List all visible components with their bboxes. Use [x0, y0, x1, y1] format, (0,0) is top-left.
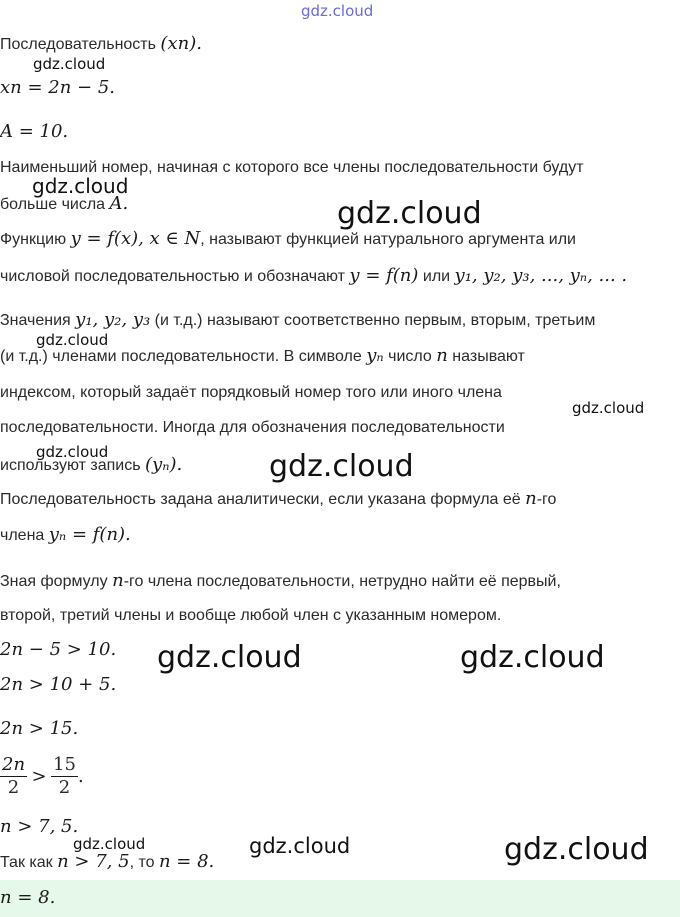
watermark: gdz.cloud: [460, 640, 605, 675]
watermark: gdz.cloud: [504, 832, 649, 867]
analytic-line-2: [0, 525, 131, 546]
knowing-text: -го члена последовательности, нетрудно найти её первый,: [123, 573, 561, 590]
fraction-right: [51, 754, 78, 799]
definition-math: y₁, y₂, y₃, ..., yₙ, ... .: [454, 265, 628, 286]
watermark: gdz.cloud: [337, 196, 482, 231]
definition-text: или: [422, 268, 451, 285]
definition-line-2: [0, 266, 627, 287]
inequality-3: 2n > 15.: [0, 718, 79, 739]
watermark: gdz.cloud: [249, 834, 351, 858]
values-text: (и т.д.) называют соответственно первым, вторым, третьим: [154, 312, 596, 329]
conclusion-text: Так как: [0, 854, 53, 871]
fraction-left-denominator: 2: [7, 777, 20, 798]
fraction-left-numerator: 2n: [2, 754, 26, 775]
definition-math: y = f(x), x ∈ N: [70, 228, 201, 249]
conclusion-math: n > 7, 5: [57, 851, 130, 872]
knowing-text: Зная формулу: [0, 573, 108, 590]
conclusion-text: , то: [129, 854, 155, 871]
watermark: gdz.cloud: [73, 835, 146, 853]
definition-text: числовой последовательностью и обозначают: [0, 268, 345, 285]
values-line-5: [0, 455, 182, 476]
task-line-1: Наименьший номер, начиная с которого все члены последовательности будут: [0, 159, 584, 176]
conclusion-line: [0, 852, 214, 873]
task-line-2: [0, 194, 128, 215]
values-line-4: последовательности. Иногда для обозначения последовательности: [0, 419, 505, 436]
fraction-end: .: [77, 766, 84, 787]
values-text: Значения: [0, 312, 71, 329]
values-line-2: [0, 346, 525, 367]
inequality-2: 2n > 10 + 5.: [0, 674, 117, 695]
sequence-label: Последовательность: [0, 36, 156, 53]
fraction-inequality: [0, 754, 84, 799]
fraction-right-numerator: 15: [53, 754, 76, 775]
values-text: (и т.д.) членами последовательности. В символе: [0, 348, 362, 365]
definition-text: , называют функцией натурального аргумента или: [200, 231, 576, 248]
analytic-math: yₙ = f(n).: [48, 524, 131, 545]
knowing-line-1: [0, 571, 561, 592]
knowing-math: n: [112, 570, 124, 591]
inequality-1: 2n − 5 > 10.: [0, 639, 117, 660]
values-text: называют: [452, 348, 525, 365]
watermark: gdz.cloud: [33, 55, 106, 73]
values-math: n: [436, 345, 448, 366]
knowing-line-2: второй, третий члены и вообще любой член с указанным номером.: [0, 607, 502, 624]
answer-value: n = 8.: [0, 887, 56, 908]
watermark: gdz.cloud: [36, 331, 109, 349]
fraction-right-denominator: 2: [58, 777, 71, 798]
definition-line-1: [0, 229, 576, 250]
values-math: y₁, y₂, y₃: [75, 309, 151, 330]
analytic-math: n: [525, 488, 537, 509]
values-line-3: индексом, который задаёт порядковый номер того или иного члена: [0, 384, 502, 401]
watermark-top: gdz.cloud: [301, 2, 374, 20]
inequality-5: n > 7, 5.: [0, 816, 79, 837]
watermark: gdz.cloud: [157, 640, 302, 675]
values-line-1: [0, 310, 595, 331]
analytic-text: -го: [536, 491, 557, 508]
values-math: (yₙ).: [145, 454, 183, 475]
watermark: gdz.cloud: [269, 449, 414, 484]
watermark: gdz.cloud: [36, 443, 109, 461]
analytic-text: члена: [0, 527, 45, 544]
watermark: gdz.cloud: [572, 399, 645, 417]
sequence-math: (xn).: [160, 33, 202, 54]
definition-text: Функцию: [0, 231, 67, 248]
answer-box: [0, 880, 680, 917]
a-value-line: A = 10.: [0, 121, 69, 142]
values-text: используют запись: [0, 457, 141, 474]
task-math: A.: [109, 193, 129, 214]
task-text: больше числа: [0, 196, 106, 213]
conclusion-math: n = 8.: [158, 851, 215, 872]
values-text: число: [388, 348, 432, 365]
fraction-left: [0, 754, 27, 799]
fraction-operator: >: [31, 766, 47, 787]
analytic-line-1: [0, 489, 556, 510]
definition-math: y = f(n): [349, 265, 419, 286]
formula-line: xn = 2n − 5.: [0, 77, 116, 98]
values-math: yₙ: [366, 345, 384, 366]
sequence-statement: [0, 34, 202, 55]
analytic-text: Последовательность задана аналитически, если указана формула её: [0, 491, 521, 508]
watermark: gdz.cloud: [32, 174, 129, 198]
